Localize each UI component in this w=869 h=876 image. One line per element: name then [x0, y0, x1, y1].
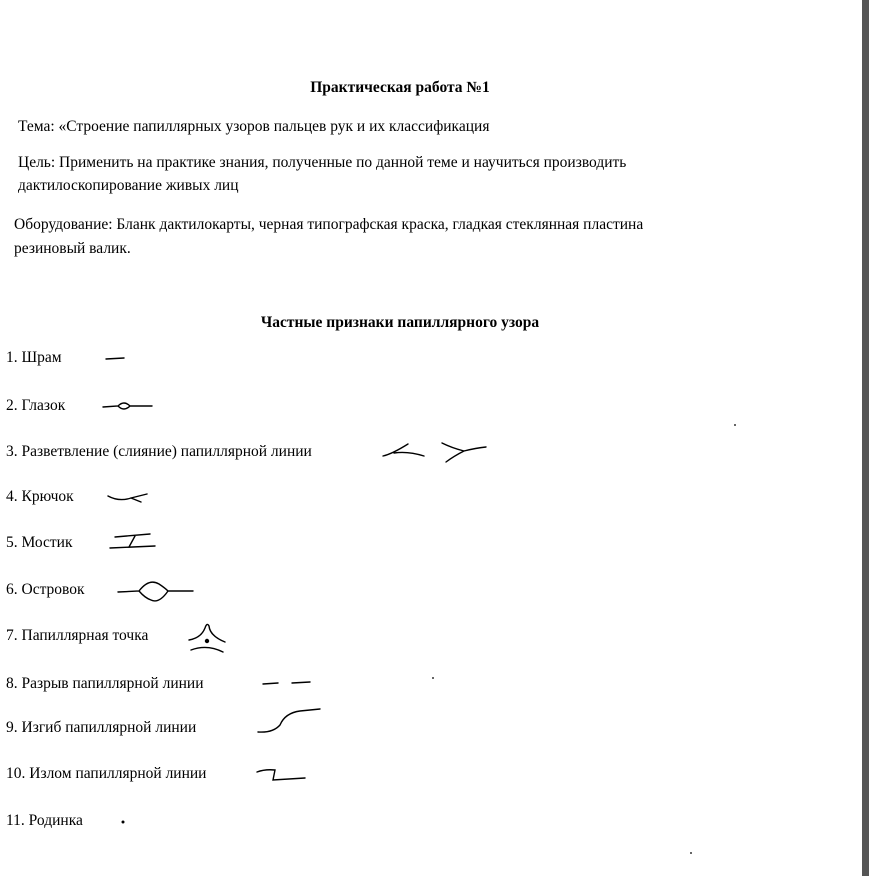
- mole-icon: [118, 817, 128, 827]
- list-item: 8. Разрыв папиллярной линии: [6, 675, 204, 692]
- hook-icon: [105, 488, 155, 508]
- scan-speck: [734, 424, 736, 426]
- list-item: 2. Глазок: [6, 397, 66, 414]
- equipment-text-line2: резиновый валик.: [14, 240, 131, 257]
- list-item: 3. Разветвление (слияние) папиллярной линии: [6, 443, 312, 460]
- list-item: 6. Островок: [6, 581, 85, 598]
- line-bend-icon: [255, 705, 325, 740]
- papillary-dot-icon: [185, 620, 233, 658]
- topic-text: Тема: «Строение папиллярных узоров пальцев рук и их классификация: [18, 118, 490, 135]
- bridge-icon: [105, 530, 160, 555]
- scan-speck: [690, 852, 692, 854]
- island-icon: [115, 576, 197, 606]
- page-title: Практическая работа №1: [310, 79, 490, 96]
- line-break-icon: [258, 676, 318, 692]
- list-item: 9. Изгиб папиллярной линии: [6, 719, 197, 736]
- list-item: 10. Излом папиллярной линии: [6, 765, 207, 782]
- goal-text-line1: Цель: Применить на практике знания, полученные по данной теме и научиться производить: [18, 154, 627, 171]
- bifurcation-icon: [380, 438, 490, 468]
- list-item: 7. Папиллярная точка: [6, 627, 149, 644]
- section-heading: Частные признаки папиллярного узора: [260, 314, 540, 331]
- equipment-text-line1: Оборудование: Бланк дактилокарты, черная типографская краска, гладкая стеклянная пластина: [14, 216, 644, 233]
- list-item: 5. Мостик: [6, 534, 73, 551]
- line-fracture-icon: [253, 764, 313, 786]
- list-item: 11. Родинка: [6, 812, 83, 829]
- eyelet-icon: [100, 396, 160, 416]
- scar-icon: [100, 350, 130, 370]
- scan-speck: [432, 677, 434, 679]
- list-item: 4. Крючок: [6, 488, 74, 505]
- goal-text-line2: дактилоскопирование живых лиц: [18, 177, 239, 194]
- scrollbar[interactable]: [862, 0, 869, 876]
- list-item: 1. Шрам: [6, 349, 62, 366]
